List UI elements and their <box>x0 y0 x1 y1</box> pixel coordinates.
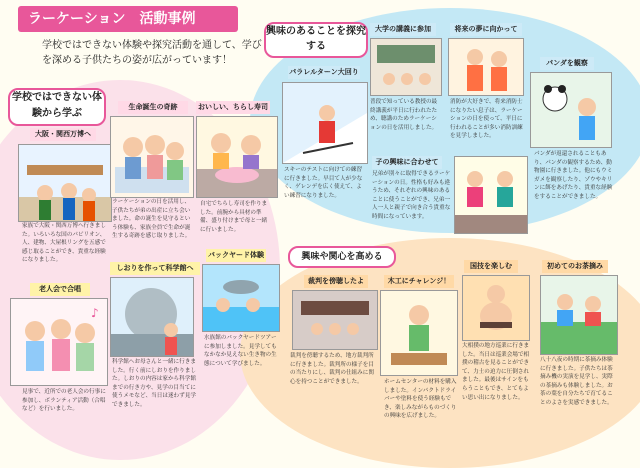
card-tea-text: 八十八夜の時期に茶摘み体験に行きました。子供たちは茶摘み機の実演を見学し、実際の茶摘みも体験しました。お茶の葉を自分たちで育てることのよさを実感できました。 <box>540 357 613 406</box>
card-life-label: 生命誕生の奇跡 <box>118 101 188 114</box>
card-tea-label: 初めてのお茶摘み <box>542 260 608 273</box>
sumo-illustration <box>462 275 530 341</box>
card-bookmark-label: しおりを作って科学館へ <box>110 262 200 275</box>
lecture-illustration <box>370 38 442 96</box>
card-dream-label: 将来の夢に向かって <box>450 23 522 36</box>
card-university-text: 普段で知っている教授の最終講義が平日に行われたため、聴講のためラーケーションの日を活用しました。 <box>370 99 438 131</box>
card-bookmark-text: 科学館へお母さんと一緒に行きました。行く前にしおりを作りました。しおりの内容は家から科学館までの行き方や、見学の目当てに使うメモなど、当日は迷わず見学できました。 <box>112 359 196 408</box>
tea-picking-illustration <box>540 275 618 355</box>
card-wood-text: ホームセンターの材料を購入しました。インパクトドライバーや塗料を使う経験もでき、楽しみながらものづくりの興味を広げました。 <box>384 379 457 420</box>
sushi-illustration <box>196 116 278 198</box>
card-backyard-label: バックヤード体験 <box>206 249 266 262</box>
svg-text:♪: ♪ <box>91 306 99 320</box>
card-wood-label: 木工にチャレンジ！ <box>384 275 454 288</box>
card-panda-label: パンダを観察 <box>540 57 594 70</box>
card-match-label: 子の興味に合わせて <box>372 156 442 169</box>
court-illustration <box>292 290 378 350</box>
section-interest-heading: 興味のあることを探究する <box>264 22 368 58</box>
card-university-label: 大学の講義に参加 <box>370 23 436 36</box>
card-sumo-label: 国技を楽しむ <box>464 260 518 273</box>
osaka-expo-illustration <box>18 144 112 222</box>
section-concern-heading: 興味や関心を高める <box>288 246 396 268</box>
aquarium-illustration <box>202 264 280 332</box>
card-paralympic-text: スキーのテストに向けての練習に行きました。早目て人が少なく、ゲレンデを広く使えて、よい練習になりました。 <box>284 167 363 199</box>
firefighter-illustration <box>448 38 524 96</box>
card-life-text: ラーケーションの日を活用し、子供たちが弟の出産に立ち会いました。命の誕生を見守るという体験も、家族全員で生命が誕生する奇跡を感じ取りました。 <box>112 199 191 240</box>
birth-illustration <box>110 116 194 198</box>
card-sushi-text: 自宅でちらし寿司を作りました。前腕から具材の準備、盛り付けまで母と一緒に行いました。 <box>200 201 268 233</box>
panda-illustration <box>530 72 612 148</box>
card-osaka-text: 家族で大阪・関西万博へ行きました。いろいろな国のパビリオン、人、建物、大屋根リングを五感で感じ取ることができ、貴重な経験になりました。 <box>22 223 106 264</box>
science-museum-illustration <box>110 277 194 357</box>
siblings-illustration <box>454 156 528 234</box>
intro-text: 学校ではできない体験や探究活動を通して、学びを深める子供たちの姿が広がっています！ <box>42 40 262 66</box>
card-backyard-text: 水族館のバックヤードツアーに参加しました。見学してもなかなか見えない生き物の生態について学びました。 <box>204 335 277 367</box>
card-trial-text: 裁判を傍聴するため、地方裁判所に行きました。裁判所の様子を目の当たりにし、裁判の仕組みに関心を持つことができました。 <box>290 353 374 385</box>
woodwork-illustration <box>380 290 458 376</box>
choir-illustration <box>10 298 108 386</box>
card-panda-text: パンダが返還されることもあり、パンダの観察するため、動物園に行きました。他にもウミガメを観察したり、ゾウやキリンに餌をあげたり、貴重な経験をすることができました。 <box>534 151 613 200</box>
card-sumo-text: 大相撲の地方巡業に行きました。当日は巡業会場で相撲の稽古を見ることができて、力士の迫力に圧倒されました。最後はサインをもらうこともでき、とてもよい思い出になりました。 <box>462 343 530 401</box>
ski-illustration <box>282 82 368 164</box>
page-title: ラーケーション 活動事例 <box>18 6 238 32</box>
card-paralympic-label: パラレルターン大回り <box>288 66 360 79</box>
card-trial-label: 裁判を傍聴したよ <box>304 275 368 288</box>
section-school-heading: 学校ではできない体験から学ぶ <box>8 88 106 126</box>
card-osaka-label: 大阪・関西万博へ <box>30 128 96 141</box>
card-match-text: 兄弟が別々に取得できるラーケーションの日。性格も好みも違うため、それぞれの興味のあることに使うことができ、兄弟一人一人と親子で向き合う貴重な時間になっています。 <box>372 171 451 220</box>
card-sushi-label: おいしい、ちらし寿司 <box>196 101 270 114</box>
card-elderly-text: 見事で、近所での老人会の行事に参加し、ボランティア活動（合唱など）を行いました。 <box>22 389 106 413</box>
card-dream-text: 消防が大好きで、将来消防士になりたい息子は、ラーケーションの日を使って、平日に行われることが多い消防訓練を見学しました。 <box>450 99 523 140</box>
card-elderly-label: 老人会で合唱 <box>30 283 90 296</box>
